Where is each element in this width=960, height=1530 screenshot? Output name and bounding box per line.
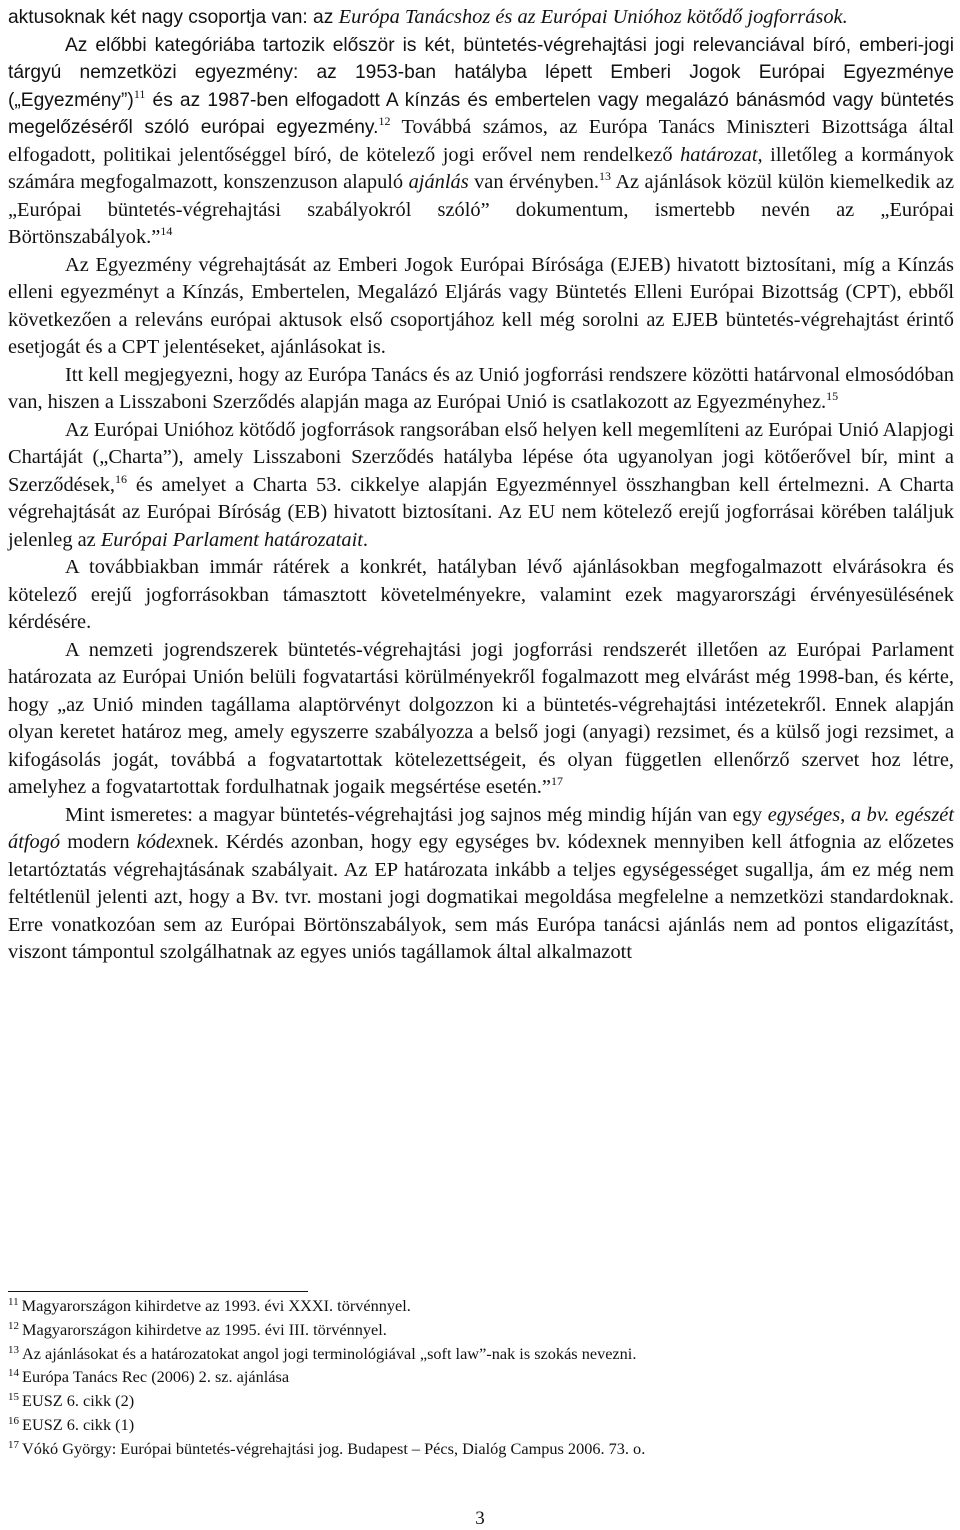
paragraph (8, 554, 954, 637)
footnote-number: 11 (8, 1296, 19, 1308)
text-run: Az Egyezmény végrehajtását az Emberi Jogok Európai Bírósága (EJEB) hivatott biztosítani, míg a Kínzás elleni egyezményt a Kínzás, Embertelen, Megalázó Eljárás vagy Büntetés Elleni Európai Bizottság (CPT), ebből következően a releváns európai aktusok első csoportjához kell még sorolni az EJEB büntetés-végrehajtást érintő esetjogát és a CPT jelentéseket, ajánlásokat is. (8, 253, 954, 358)
emphasis-text: határozat, (680, 143, 763, 166)
footnote-ref: 14 (160, 224, 173, 238)
footnote (8, 1294, 954, 1318)
footnote-number: 17 (8, 1438, 19, 1451)
emphasis-text: Európai Parlament határozatait (100, 528, 363, 551)
text-run: A nemzeti jogrendszerek büntetés-végrehajtási jogi jogforrási rendszerét illetően az Európai Parlament határozata az Európai Unión belüli fogvatartási körülményekről fogalmazott meg elvárást még 1998-ban, és kérte, hogy „az Unió minden tagállama alaptörvényt dolgozzon ki a büntetés-végrehajtási intézetekről. Ennek alapján olyan keretet határoz meg, amely egyszerre szabályozza a belső jogi (anyagi) rezsimet, és a külső jogi rezsimet, a kifogásolás jogát, továbbá a fogvatartottak kötelezettségeit, és olyan független ellenőrző szervet hoz létre, amelyhez a fogvatartottak fordulhatnak jogaik megsértése esetén.” (8, 638, 954, 798)
emphasis-text: kódex (136, 831, 185, 853)
text-run: . (362, 528, 369, 551)
footnote-ref: 17 (550, 774, 563, 788)
footnote-text: EUSZ 6. cikk (2) (22, 1391, 135, 1411)
footnote-number: 12 (8, 1319, 19, 1332)
page-number: 3 (475, 1508, 485, 1529)
footnote-number: 16 (8, 1414, 19, 1427)
text-run: modern (60, 831, 137, 853)
text-run: és amelyet a Charta 53. cikkelye alapján Egyezménnyel összhangban kell értelmezni. A Charta végrehajtását az Európai Bíróság (EB) hivatott biztosítani. Az EU nem kötelező erejű jogforrásai körében találjuk jelenleg az (8, 473, 954, 551)
footnote-number: 14 (8, 1367, 19, 1380)
body-text (8, 4, 954, 967)
footnote-ref: 12 (378, 114, 391, 128)
text-run: Itt kell megjegyezni, hogy az Európa Tanács és az Unió jogforrási rendszere közötti határvonal elmosódóban van, hiszen a Lisszaboni Szerződés alapján maga az Európai Unió is csatlakozott az Egyezményhez. (8, 363, 954, 413)
footnotes (8, 1294, 954, 1461)
text-run: Az ajánlások közül külön kiemelkedik az „Európai büntetés-végrehajtási szabályokról szóló” dokumentum, ismertebb nevén az „Európai Börtönszabályok.” (8, 171, 954, 248)
paragraph (8, 637, 954, 802)
footnote (8, 1413, 954, 1437)
footnote-ref: 16 (115, 471, 128, 486)
text-run: nek. Kérdés azonban, hogy egy egységes bv. kódexnek mennyiben kell átfognia az előzetes letartóztatás végrehajtásának szabályait. Az EP határozata inkább a teljes egységességet sugallja, ám ez még nem feltétlenül jelenti azt, hogy a Bv. tvr. mostani jogi dogmatikai megoldása megfelelne a nemzetközi standardoknak. Erre vonatkozóan sem az Európai Börtönszabályok, sem más Európa tanácsi ajánlás nem ad pontos eligazítást, viszont támpontul szolgálhatnak az egyes uniós tagállamok által alkalmazott (8, 831, 954, 963)
text-run: Mint ismeretes: a magyar büntetés-végrehajtási jog sajnos még mindig híján van egy (65, 803, 768, 826)
footnote-text: Európa Tanács Rec (2006) 2. sz. ajánlása (22, 1367, 290, 1387)
emphasis-text: egységes, a bv. egészét átfogó (8, 803, 954, 853)
footnote-ref: 13 (599, 169, 611, 183)
footnote (8, 1437, 954, 1461)
text-run: Az előbbi kategóriába tartozik először is két, büntetés-végrehajtási jogi relevanciával bíró, emberi-jogi tárgyú nemzetközi egyezmény: az 1953-ban hatályba lépett Emberi Jogok Európai Egyezménye („Egyezmény”) (8, 34, 954, 111)
footnote-text: Magyarországon kihirdetve az 1995. évi III. törvénnyel. (22, 1319, 387, 1339)
text-run: A továbbiakban immár rátérek a konkrét, hatályban lévő ajánlásokban megfogalmazott elvárásokra és kötelező erejű jogforrásokban támasztott követelményekre, valamint ezek magyarországi érvényesülésének kérdésére. (8, 556, 954, 633)
footnote-text: Magyarországon kihirdetve az 1993. évi XXXI. törvénnyel. (21, 1296, 411, 1315)
footnote-separator (8, 1291, 308, 1292)
footnote-number: 13 (8, 1343, 19, 1356)
paragraph (8, 362, 954, 417)
footnote-text: EUSZ 6. cikk (1) (22, 1414, 135, 1434)
footnote-text: Az ajánlásokat és a határozatokat angol jogi terminológiával „soft law”-nak is szokás nevezni. (22, 1343, 637, 1363)
text-run: van érvényben. (468, 171, 599, 193)
footnote (8, 1342, 954, 1366)
document-page (8, 4, 954, 967)
paragraph (8, 252, 954, 362)
text-run: Az Európai Unióhoz kötődő jogforrások rangsorában első helyen kell megemlíteni az Európai Unió Alapjogi Chartáját („Charta”), amely Lisszaboni Szerződés hatályba lépése óta ugyanolyan jogi kötőerővel bír, mint a Szerződések, (8, 418, 954, 496)
paragraph (8, 32, 954, 252)
paragraph (8, 4, 954, 32)
emphasis-text: Európa Tanácshoz és az Európai Unióhoz kötődő jogforrások. (338, 6, 848, 28)
paragraph (8, 802, 954, 967)
text-run: és az 1987-ben elfogadott A kínzás és embertelen vagy megalázó bánásmód vagy büntetés megelőzéséről szóló európai egyezmény. (8, 89, 954, 138)
footnote (8, 1389, 954, 1413)
footnote-ref: 11 (133, 86, 146, 101)
paragraph (8, 417, 954, 555)
footnote-number: 15 (8, 1391, 19, 1404)
text-run: illetőleg a kormányok számára megfogalmazott, konszenzuson alapuló (8, 143, 954, 193)
text-run: aktusoknak két nagy csoportja van: az (8, 7, 339, 28)
text-run: Továbbá számos, az Európa Tanács Miniszteri Bizottsága által elfogadott, politikai jelentőséggel bíró, de kötelező jogi erővel nem rendelkező (8, 116, 955, 166)
footnote (8, 1318, 954, 1342)
emphasis-text: ajánlás (408, 171, 469, 193)
footnote-ref: 15 (826, 389, 839, 403)
footnote (8, 1365, 954, 1389)
footnote-text: Vókó György: Európai büntetés-végrehajtási jog. Budapest – Pécs, Dialóg Campus 2006. 73. o. (22, 1438, 646, 1458)
